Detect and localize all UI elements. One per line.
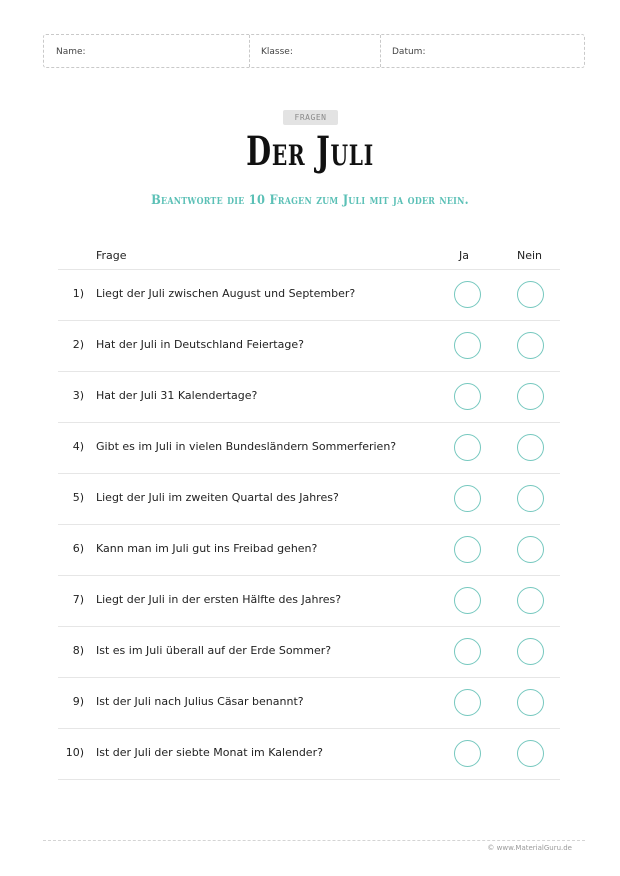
yes-circle[interactable] xyxy=(454,383,481,410)
table-row xyxy=(58,576,560,627)
yes-circle[interactable] xyxy=(454,587,481,614)
question-text: Ist der Juli nach Julius Cäsar benannt? xyxy=(96,695,304,708)
class-field[interactable] xyxy=(249,35,380,67)
page-title: Der Juli xyxy=(246,128,374,175)
question-text: Hat der Juli in Deutschland Feiertage? xyxy=(96,338,304,351)
question-text: Liegt der Juli zwischen August und September? xyxy=(96,287,356,300)
question-number: 4) xyxy=(72,440,84,453)
column-header-question: Frage xyxy=(96,249,127,262)
no-circle[interactable] xyxy=(517,332,544,359)
header-box xyxy=(43,34,585,68)
yes-circle[interactable] xyxy=(454,332,481,359)
question-number: 7) xyxy=(72,593,84,606)
table-row xyxy=(58,270,560,321)
table-row xyxy=(58,321,560,372)
yes-circle[interactable] xyxy=(454,281,481,308)
yes-circle[interactable] xyxy=(454,485,481,512)
table-row xyxy=(58,525,560,576)
no-circle[interactable] xyxy=(517,281,544,308)
yes-circle[interactable] xyxy=(454,434,481,461)
question-number: 8) xyxy=(72,644,84,657)
yes-circle[interactable] xyxy=(454,740,481,767)
question-number: 10) xyxy=(65,746,84,759)
question-number: 3) xyxy=(72,389,84,402)
table-row xyxy=(58,627,560,678)
question-text: Liegt der Juli in der ersten Hälfte des Jahres? xyxy=(96,593,342,606)
table-row xyxy=(58,678,560,729)
table-row xyxy=(58,423,560,474)
no-circle[interactable] xyxy=(517,740,544,767)
question-number: 9) xyxy=(72,695,84,708)
no-circle[interactable] xyxy=(517,383,544,410)
no-circle[interactable] xyxy=(517,638,544,665)
table-row xyxy=(58,474,560,525)
question-text: Liegt der Juli im zweiten Quartal des Jahres? xyxy=(96,491,339,504)
no-circle[interactable] xyxy=(517,536,544,563)
table-header xyxy=(58,245,560,270)
category-tag: FRAGEN xyxy=(283,110,338,125)
question-number: 2) xyxy=(72,338,84,351)
question-number: 5) xyxy=(72,491,84,504)
question-number: 6) xyxy=(72,542,84,555)
table-row xyxy=(58,729,560,780)
column-header-yes: Ja xyxy=(459,249,469,262)
question-number: 1) xyxy=(72,287,84,300)
question-text: Ist der Juli der siebte Monat im Kalender? xyxy=(96,746,323,759)
copyright: © www.MaterialGuru.de xyxy=(487,844,572,852)
yes-circle[interactable] xyxy=(454,638,481,665)
table-row xyxy=(58,372,560,423)
footer-divider xyxy=(43,840,585,841)
name-label: Name: xyxy=(56,47,86,57)
question-text: Gibt es im Juli in vielen Bundesländern Sommerferien? xyxy=(96,440,397,453)
no-circle[interactable] xyxy=(517,587,544,614)
no-circle[interactable] xyxy=(517,689,544,716)
class-label: Klasse: xyxy=(261,47,293,57)
yes-circle[interactable] xyxy=(454,536,481,563)
question-text: Kann man im Juli gut ins Freibad gehen? xyxy=(96,542,318,555)
column-header-no: Nein xyxy=(517,249,543,262)
name-field[interactable] xyxy=(44,35,249,67)
no-circle[interactable] xyxy=(517,485,544,512)
question-table xyxy=(58,245,560,780)
date-field[interactable] xyxy=(380,35,584,67)
question-text: Ist es im Juli überall auf der Erde Sommer? xyxy=(96,644,332,657)
yes-circle[interactable] xyxy=(454,689,481,716)
instructions: Beantworte die 10 Fragen zum Juli mit ja oder nein. xyxy=(151,193,469,208)
date-label: Datum: xyxy=(392,47,426,57)
no-circle[interactable] xyxy=(517,434,544,461)
question-text: Hat der Juli 31 Kalendertage? xyxy=(96,389,258,402)
